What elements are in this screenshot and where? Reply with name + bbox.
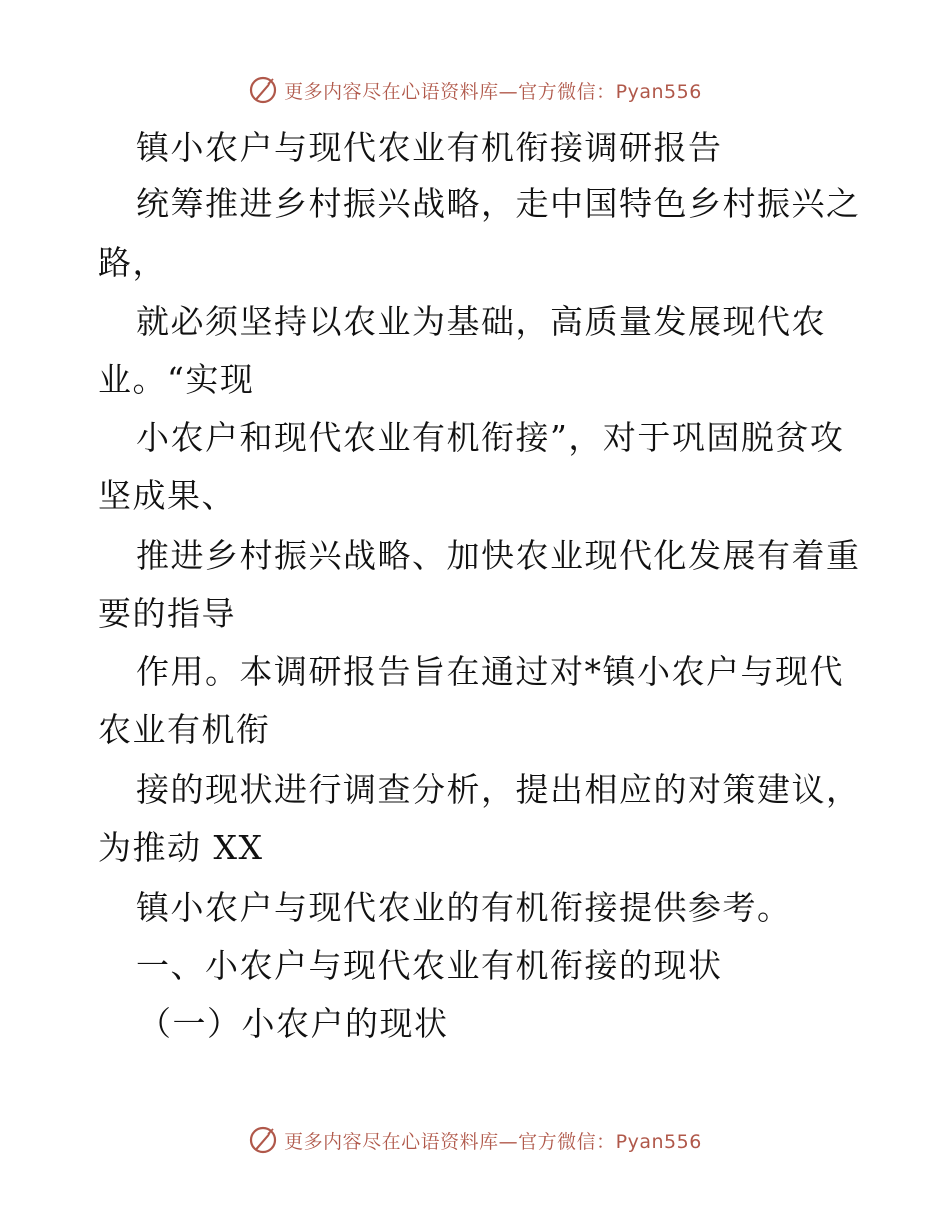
section-heading: 一、小农户与现代农业有机衔接的现状 [136,946,723,985]
paragraph-line: 业。“实现 [98,360,255,399]
header-watermark [0,70,950,110]
paragraph-line: 推进乡村振兴战略、加快农业现代化发展有着重 [136,536,861,575]
paragraph-line: 统筹推进乡村振兴战略，走中国特色乡村振兴之 [136,184,861,223]
paragraph-line: 路， [98,243,167,282]
paragraph-line: 镇小农户与现代农业的有机衔接提供参考。 [136,888,792,927]
watermark-text: 更多内容尽在心语资料库—官方微信：Pyan556 [284,80,702,103]
quill-logo-icon [248,1125,278,1155]
footer-watermark [0,1120,950,1160]
paragraph-line: 作用。本调研报告旨在通过对*镇小农户与现代 [136,652,844,691]
document-title: 镇小农户与现代农业有机衔接调研报告 [136,128,723,167]
paragraph-line: 为推动 XX [98,828,264,867]
paragraph-line: 接的现状进行调查分析，提出相应的对策建议， [136,770,861,809]
paragraph-line: 要的指导 [98,594,236,633]
paragraph-line: 农业有机衔 [98,710,271,749]
paragraph-line: 小农户和现代农业有机衔接”，对于巩固脱贫攻 [136,418,845,457]
paragraph-line: 就必须坚持以农业为基础，高质量发展现代农 [136,302,826,341]
watermark-text: 更多内容尽在心语资料库—官方微信：Pyan556 [284,1130,702,1153]
quill-logo-icon [248,75,278,105]
subsection-heading: （一）小农户的现状 [138,1004,449,1043]
paragraph-line: 坚成果、 [98,476,236,515]
